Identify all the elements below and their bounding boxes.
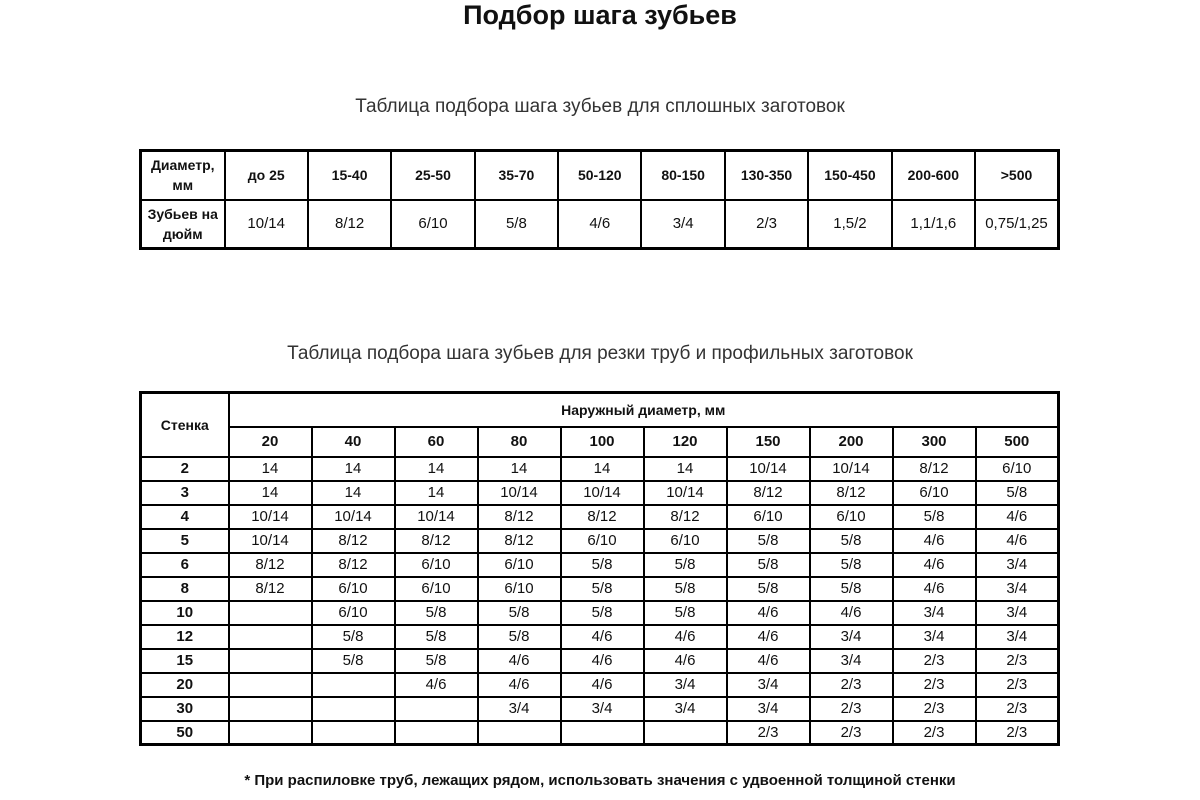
teeth-cell	[229, 625, 312, 649]
teeth-cell: 5/8	[561, 577, 644, 601]
teeth-cell: 2/3	[976, 721, 1059, 745]
table-row	[141, 721, 1059, 745]
teeth-cell: 10/14	[478, 481, 561, 505]
tube-profile-table	[139, 391, 1060, 746]
teeth-cell: 3/4	[976, 577, 1059, 601]
teeth-cell: 5/8	[644, 577, 727, 601]
teeth-cell	[229, 721, 312, 745]
teeth-cell: 8/12	[644, 505, 727, 529]
range-cell: 35-70	[475, 151, 558, 200]
teeth-cell: 14	[644, 457, 727, 481]
teeth-cell: 3/4	[976, 553, 1059, 577]
teeth-cell: 10/14	[644, 481, 727, 505]
teeth-cell	[229, 697, 312, 721]
teeth-cell: 5/8	[478, 601, 561, 625]
diameter-row	[141, 151, 1059, 200]
table-row	[141, 673, 1059, 697]
wall-thickness-cell: 3	[141, 481, 229, 505]
teeth-cell	[644, 721, 727, 745]
teeth-cell: 5/8	[727, 529, 810, 553]
teeth-cell: 2/3	[727, 721, 810, 745]
teeth-cell: 8/12	[478, 505, 561, 529]
teeth-cell: 14	[312, 457, 395, 481]
teeth-cell: 6/10	[312, 601, 395, 625]
teeth-cell: 3/4	[727, 673, 810, 697]
wall-thickness-cell: 15	[141, 649, 229, 673]
teeth-cell: 6/10	[391, 200, 474, 249]
teeth-cell	[395, 721, 478, 745]
range-cell: 150-450	[808, 151, 891, 200]
teeth-cell: 2/3	[976, 697, 1059, 721]
teeth-cell: 5/8	[478, 625, 561, 649]
teeth-cell: 4/6	[561, 649, 644, 673]
teeth-cell: 14	[312, 481, 395, 505]
page-title: Подбор шага зубьев	[463, 0, 737, 30]
table-row	[141, 625, 1059, 649]
range-cell: до 25	[225, 151, 308, 200]
diameter-header-row	[141, 393, 1059, 427]
teeth-cell: 8/12	[229, 553, 312, 577]
teeth-cell: 2/3	[810, 673, 893, 697]
table-row	[141, 505, 1059, 529]
teeth-cell: 14	[395, 457, 478, 481]
wall-thickness-cell: 4	[141, 505, 229, 529]
teeth-cell: 10/14	[810, 457, 893, 481]
wall-thickness-cell: 5	[141, 529, 229, 553]
teeth-cell: 3/4	[893, 625, 976, 649]
teeth-cell: 3/4	[727, 697, 810, 721]
teeth-cell: 4/6	[727, 601, 810, 625]
teeth-cell	[312, 673, 395, 697]
teeth-cell: 4/6	[558, 200, 641, 249]
diameter-label: Диаметр, мм	[141, 151, 225, 200]
teeth-cell: 14	[229, 457, 312, 481]
diameter-cell: 500	[976, 427, 1059, 457]
wall-thickness-cell: 8	[141, 577, 229, 601]
teeth-cell: 6/10	[810, 505, 893, 529]
teeth-cell: 2/3	[893, 649, 976, 673]
teeth-cell: 4/6	[644, 625, 727, 649]
teeth-cell: 3/4	[641, 200, 724, 249]
teeth-cell: 5/8	[810, 553, 893, 577]
outer-diameter-header: Наружный диаметр, мм	[229, 393, 1059, 427]
teeth-cell: 10/14	[395, 505, 478, 529]
wall-thickness-cell: 10	[141, 601, 229, 625]
wall-thickness-cell: 12	[141, 625, 229, 649]
teeth-cell: 6/10	[976, 457, 1059, 481]
teeth-cell: 10/14	[225, 200, 308, 249]
teeth-cell: 4/6	[976, 505, 1059, 529]
teeth-cell: 5/8	[644, 553, 727, 577]
table-row	[141, 457, 1059, 481]
teeth-cell: 4/6	[478, 649, 561, 673]
tube-table-caption: Таблица подбора шага зубьев для резки труб и профильных заготовок	[287, 343, 913, 364]
teeth-cell: 5/8	[976, 481, 1059, 505]
teeth-cell: 10/14	[561, 481, 644, 505]
range-cell: 130-350	[725, 151, 808, 200]
teeth-cell: 4/6	[561, 673, 644, 697]
teeth-cell: 8/12	[727, 481, 810, 505]
teeth-cell: 5/8	[475, 200, 558, 249]
teeth-cell: 6/10	[893, 481, 976, 505]
teeth-cell	[312, 721, 395, 745]
teeth-cell: 4/6	[561, 625, 644, 649]
diameter-cell: 60	[395, 427, 478, 457]
teeth-cell: 0,75/1,25	[975, 200, 1058, 249]
table-row	[141, 601, 1059, 625]
diameter-cell: 120	[644, 427, 727, 457]
teeth-cell: 3/4	[976, 625, 1059, 649]
solid-blanks-table	[139, 149, 1060, 250]
teeth-cell: 6/10	[395, 553, 478, 577]
teeth-cell: 14	[478, 457, 561, 481]
teeth-cell: 1,5/2	[808, 200, 891, 249]
teeth-cell: 3/4	[644, 673, 727, 697]
teeth-cell: 5/8	[810, 529, 893, 553]
teeth-cell: 4/6	[395, 673, 478, 697]
footnote: * При распиловке труб, лежащих рядом, использовать значения с удвоенной толщиной стенки	[244, 772, 956, 789]
wall-thickness-cell: 2	[141, 457, 229, 481]
teeth-cell: 4/6	[976, 529, 1059, 553]
teeth-cell: 5/8	[395, 649, 478, 673]
teeth-cell: 5/8	[893, 505, 976, 529]
range-cell: 200-600	[892, 151, 975, 200]
teeth-cell: 3/4	[478, 697, 561, 721]
wall-thickness-cell: 30	[141, 697, 229, 721]
table-row	[141, 649, 1059, 673]
teeth-cell: 8/12	[810, 481, 893, 505]
teeth-cell: 4/6	[478, 673, 561, 697]
teeth-row	[141, 200, 1059, 249]
teeth-cell: 3/4	[976, 601, 1059, 625]
teeth-cell: 3/4	[644, 697, 727, 721]
range-cell: 80-150	[641, 151, 724, 200]
solid-table-caption: Таблица подбора шага зубьев для сплошных заготовок	[355, 96, 845, 117]
teeth-cell: 10/14	[727, 457, 810, 481]
diameter-values-row	[141, 427, 1059, 457]
diameter-cell: 150	[727, 427, 810, 457]
table-row	[141, 697, 1059, 721]
teeth-cell: 5/8	[395, 625, 478, 649]
teeth-cell: 4/6	[727, 625, 810, 649]
teeth-cell: 2/3	[893, 673, 976, 697]
teeth-cell: 8/12	[478, 529, 561, 553]
teeth-cell: 10/14	[312, 505, 395, 529]
teeth-cell: 5/8	[727, 577, 810, 601]
teeth-cell: 5/8	[312, 649, 395, 673]
teeth-cell: 5/8	[561, 601, 644, 625]
teeth-cell: 8/12	[395, 529, 478, 553]
diameter-cell: 40	[312, 427, 395, 457]
teeth-cell: 5/8	[395, 601, 478, 625]
teeth-cell: 4/6	[644, 649, 727, 673]
teeth-cell: 4/6	[893, 529, 976, 553]
teeth-cell	[561, 721, 644, 745]
table-row	[141, 553, 1059, 577]
wall-thickness-cell: 6	[141, 553, 229, 577]
teeth-cell: 4/6	[893, 553, 976, 577]
teeth-cell: 6/10	[561, 529, 644, 553]
teeth-cell: 8/12	[229, 577, 312, 601]
diameter-cell: 20	[229, 427, 312, 457]
teeth-cell: 6/10	[727, 505, 810, 529]
teeth-cell: 8/12	[312, 553, 395, 577]
diameter-cell: 100	[561, 427, 644, 457]
teeth-per-inch-label: Зубьев на дюйм	[141, 200, 225, 249]
teeth-cell: 6/10	[395, 577, 478, 601]
teeth-cell: 6/10	[478, 577, 561, 601]
teeth-cell	[478, 721, 561, 745]
teeth-cell: 5/8	[561, 553, 644, 577]
teeth-cell: 3/4	[810, 625, 893, 649]
teeth-cell: 5/8	[727, 553, 810, 577]
teeth-cell: 14	[229, 481, 312, 505]
teeth-cell: 10/14	[229, 505, 312, 529]
teeth-cell: 5/8	[810, 577, 893, 601]
wall-thickness-cell: 20	[141, 673, 229, 697]
teeth-cell: 5/8	[644, 601, 727, 625]
range-cell: 25-50	[391, 151, 474, 200]
range-cell: 50-120	[558, 151, 641, 200]
table-row	[141, 529, 1059, 553]
teeth-cell: 8/12	[312, 529, 395, 553]
teeth-cell: 1,1/1,6	[892, 200, 975, 249]
teeth-cell	[312, 697, 395, 721]
teeth-cell	[229, 649, 312, 673]
range-cell: 15-40	[308, 151, 391, 200]
teeth-cell	[229, 601, 312, 625]
teeth-cell: 2/3	[810, 697, 893, 721]
teeth-cell: 2/3	[893, 721, 976, 745]
diameter-cell: 300	[893, 427, 976, 457]
teeth-cell	[395, 697, 478, 721]
teeth-cell: 10/14	[229, 529, 312, 553]
diameter-cell: 80	[478, 427, 561, 457]
teeth-cell: 8/12	[893, 457, 976, 481]
teeth-cell: 2/3	[976, 649, 1059, 673]
teeth-cell: 14	[395, 481, 478, 505]
teeth-cell: 4/6	[810, 601, 893, 625]
teeth-cell: 5/8	[312, 625, 395, 649]
wall-thickness-cell: 50	[141, 721, 229, 745]
teeth-cell: 3/4	[893, 601, 976, 625]
teeth-cell: 2/3	[810, 721, 893, 745]
teeth-cell	[229, 673, 312, 697]
teeth-cell: 6/10	[644, 529, 727, 553]
teeth-cell: 4/6	[893, 577, 976, 601]
teeth-cell: 2/3	[725, 200, 808, 249]
teeth-cell: 3/4	[810, 649, 893, 673]
teeth-cell: 4/6	[727, 649, 810, 673]
table-row	[141, 481, 1059, 505]
teeth-cell: 8/12	[308, 200, 391, 249]
diameter-cell: 200	[810, 427, 893, 457]
teeth-cell: 14	[561, 457, 644, 481]
teeth-cell: 6/10	[312, 577, 395, 601]
range-cell: >500	[975, 151, 1058, 200]
teeth-cell: 2/3	[976, 673, 1059, 697]
teeth-cell: 3/4	[561, 697, 644, 721]
teeth-cell: 2/3	[893, 697, 976, 721]
teeth-cell: 6/10	[478, 553, 561, 577]
wall-thickness-header: Стенка	[141, 393, 229, 457]
table-row	[141, 577, 1059, 601]
teeth-cell: 8/12	[561, 505, 644, 529]
